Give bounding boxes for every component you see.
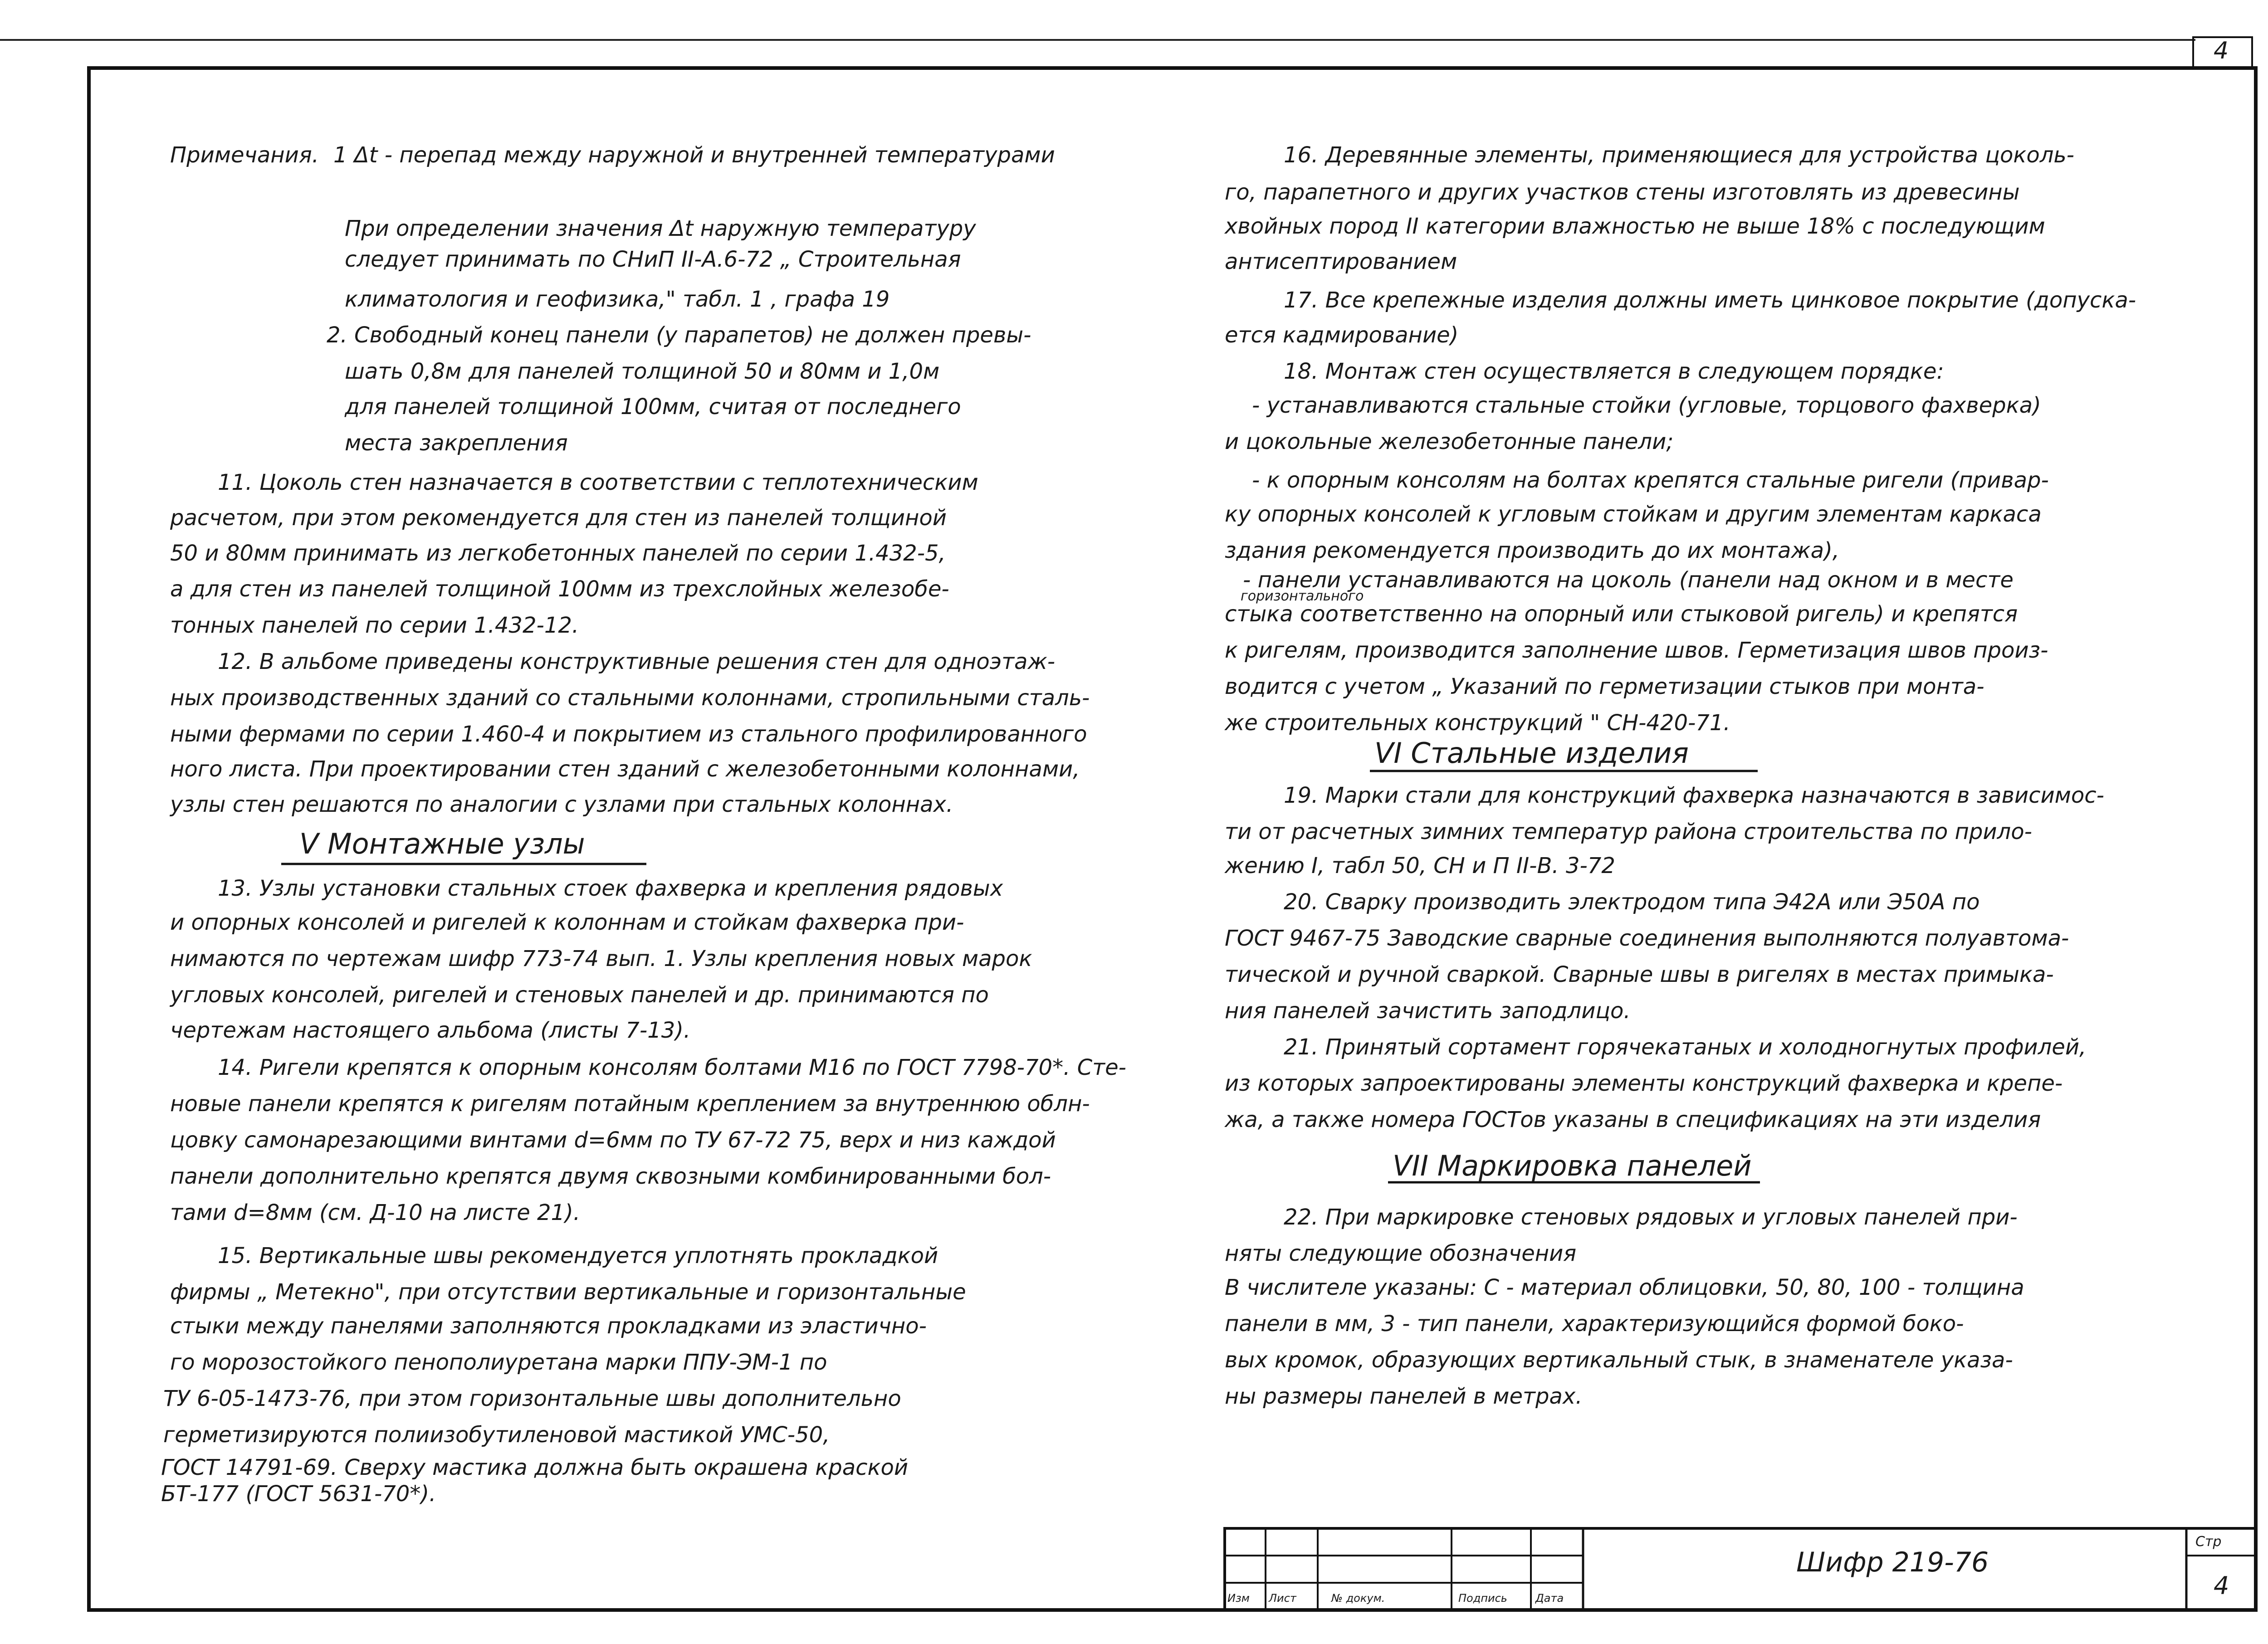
paragraph-line: панели в мм, 3 - тип панели, характеризующийся формой боко- [1225,1311,1964,1337]
paragraph-line: - панели устанавливаются на цоколь (панели над окном и в месте [1243,567,2014,593]
title-block-col-date: Дата [1535,1592,1564,1605]
paragraph-line: 13. Узлы установки стальных стоек фахверка и крепления рядовых [218,876,1003,901]
paragraph-line: го, парапетного и других участков стены изготовлять из древесины [1225,180,2020,205]
paragraph-line: ку опорных консолей к угловым стойкам и другим элементам каркаса [1225,502,2042,527]
cipher-label: Шифр 219-76 [1796,1546,1989,1578]
note-line: для панелей толщиной 100мм, считая от последнего [345,394,961,420]
paragraph-line: а для стен из панелей толщиной 100мм из трехслойных железобе- [170,576,949,602]
sheet-label: Стр [2195,1534,2222,1550]
paragraph-line: 20. Сварку производить электродом типа Э42А или Э50А по [1284,889,1980,915]
notes-label: Примечания. [170,142,319,168]
paragraph-line: 14. Ригели крепятся к опорным консолям болтами М16 по ГОСТ 7798-70*. Сте- [218,1055,1126,1080]
paragraph-line: 15. Вертикальные швы рекомендуется уплотнять прокладкой [218,1243,938,1268]
paragraph-line: расчетом, при этом рекомендуется для стен из панелей толщиной [170,505,947,531]
title-block-col-doc: № докум. [1331,1592,1385,1605]
paragraph-line: 22. При маркировке стеновых рядовых и угловых панелей при- [1284,1205,2018,1230]
paragraph-line: хвойных пород II категории влажностью не выше 18% с последующим [1225,214,2045,239]
paragraph-line: - устанавливаются стальные стойки (угловые, торцового фахверка) [1252,393,2041,418]
section-vii-title: VII Маркировка панелей [1393,1149,1752,1182]
paragraph-line: ния панелей зачистить заподлицо. [1225,998,1631,1024]
paragraph-line: 17. Все крепежные изделия должны иметь цинковое покрытие (допуска- [1284,288,2136,313]
paragraph-line: жению I, табл 50, СН и П II-В. 3-72 [1225,853,1615,878]
paragraph-line: БТ-177 (ГОСТ 5631-70*). [161,1481,436,1507]
paragraph-line: и опорных консолей и ригелей к колоннам и стойкам фахверка при- [170,910,964,935]
paragraph-line: 12. В альбоме приведены конструктивные решения стен для одноэтаж- [218,649,1056,674]
note-line: места закрепления [345,430,568,456]
section-v-title: V Монтажные узлы [299,827,585,860]
note-line: климатология и геофизика," табл. 1 , графа 19 [345,287,890,312]
paragraph-line: ных производственных зданий со стальными колоннами, стропильными сталь- [170,685,1090,711]
paragraph-line: 11. Цоколь стен назначается в соответствии с теплотехническим [218,470,978,495]
paragraph-line: - к опорным консолям на болтах крепятся стальные ригели (привар- [1252,468,2049,493]
paragraph-line: ГОСТ 14791-69. Сверху мастика должна быть окрашена краской [161,1455,909,1480]
paragraph-line: ными фермами по серии 1.460-4 и покрытием из стального профилированного [170,722,1087,747]
paragraph-line: тами d=8мм (см. Д-10 на листе 21). [170,1200,581,1225]
note-line: следует принимать по СНиП II-А.6-72 „ Строительная [345,247,961,272]
note-line: 1 Δt - перепад между наружной и внутренней температурами [333,142,1055,168]
paragraph-line: и цокольные железобетонные панели; [1225,429,1674,454]
paragraph-line: ТУ 6-05-1473-76, при этом горизонтальные швы дополнительно [163,1386,901,1411]
paragraph-line: 18. Монтаж стен осуществляется в следующем порядке: [1284,359,1944,384]
paragraph-line: 21. Принятый сортамент горячекатаных и холодногнутых профилей, [1284,1034,2087,1060]
paragraph-line: чертежам настоящего альбома (листы 7-13). [170,1018,691,1043]
paragraph-line: стыка соответственно на опорный или стыковой ригель) и крепятся [1225,601,2018,627]
paragraph-line: тической и ручной сваркой. Сварные швы в ригелях в местах примыка- [1225,962,2054,987]
paragraph-line: 50 и 80мм принимать из легкобетонных панелей по серии 1.432-5, [170,541,946,566]
paragraph-line: 19. Марки стали для конструкций фахверка назначаются в зависимос- [1284,783,2104,808]
paragraph-line: цовку самонарезающими винтами d=6мм по ТУ 67-72 75, верх и низ каждой [170,1127,1056,1153]
paragraph-line: герметизируются полиизобутиленовой мастикой УМС-50, [163,1422,830,1448]
sheet-corner-number: 4 [2214,37,2229,64]
note-line: шать 0,8м для панелей толщиной 50 и 80мм и 1,0м [345,359,940,384]
note-line: При определении значения Δt наружную температуру [345,216,976,241]
title-block-col-izm: Изм [1227,1592,1250,1605]
sheet-number: 4 [2214,1571,2229,1600]
paragraph-line: панели дополнительно крепятся двумя сквозными комбинированными бол- [170,1164,1051,1189]
paragraph-line: узлы стен решаются по аналогии с узлами при стальных колоннах. [170,792,953,817]
paragraph-line: жа, а также номера ГОСТов указаны в спецификациях на эти изделия [1225,1107,2041,1132]
paragraph-line: ГОСТ 9467-75 Заводские сварные соединения выполняются полуавтома- [1225,926,2069,951]
paragraph-line: из которых запроектированы элементы конструкций фахверка и крепе- [1225,1071,2063,1096]
paragraph-line: ного листа. При проектировании стен зданий с железобетонными колоннами, [170,756,1080,782]
paragraph-line: няты следующие обозначения [1225,1241,1577,1266]
paragraph-line: 16. Деревянные элементы, применяющиеся для устройства цоколь- [1284,142,2074,168]
paragraph-line: нимаются по чертежам шифр 773-74 вып. 1. Узлы крепления новых марок [170,946,1032,971]
paragraph-line: антисептированием [1225,249,1457,274]
paragraph-line: стыки между панелями заполняются прокладками из эластично- [170,1313,927,1339]
paragraph-line: водится с учетом „ Указаний по герметизации стыков при монта- [1225,674,1984,699]
paragraph-line: же строительных конструкций " СН-420-71. [1225,710,1730,736]
paragraph-line: В числителе указаны: С - материал облицовки, 50, 80, 100 - толщина [1225,1275,2024,1300]
title-block-col-sign: Подпись [1458,1592,1507,1605]
paragraph-line: фирмы „ Метекно", при отсутствии вертикальные и горизонтальные [170,1279,966,1305]
title-block-col-list: Лист [1269,1592,1296,1605]
paragraph-line: новые панели крепятся к ригелям потайным креплением за внутреннюю облн- [170,1091,1090,1117]
paragraph-line: к ригелям, производится заполнение швов. Герметизация швов произ- [1225,638,2048,663]
paragraph-line: го морозостойкого пенополиуретана марки ППУ-ЭМ-1 по [170,1350,827,1375]
paragraph-line: ти от расчетных зимних температур района строительства по прило- [1225,819,2032,844]
insert-note: горизонтального [1241,588,1364,604]
paragraph-line: тонных панелей по серии 1.432-12. [170,613,579,638]
paragraph-line: ны размеры панелей в метрах. [1225,1384,1583,1409]
section-vi-title: VI Стальные изделия [1374,737,1689,770]
paragraph-line: вых кромок, образующих вертикальный стык, в знаменателе указа- [1225,1347,2013,1373]
paragraph-line: ется кадмирование) [1225,322,1459,348]
note-line: 2. Свободный конец панели (у парапетов) не должен превы- [327,322,1031,348]
paragraph-line: здания рекомендуется производить до их монтажа), [1225,538,1840,563]
paragraph-line: угловых консолей, ригелей и стеновых панелей и др. принимаются по [170,982,989,1008]
